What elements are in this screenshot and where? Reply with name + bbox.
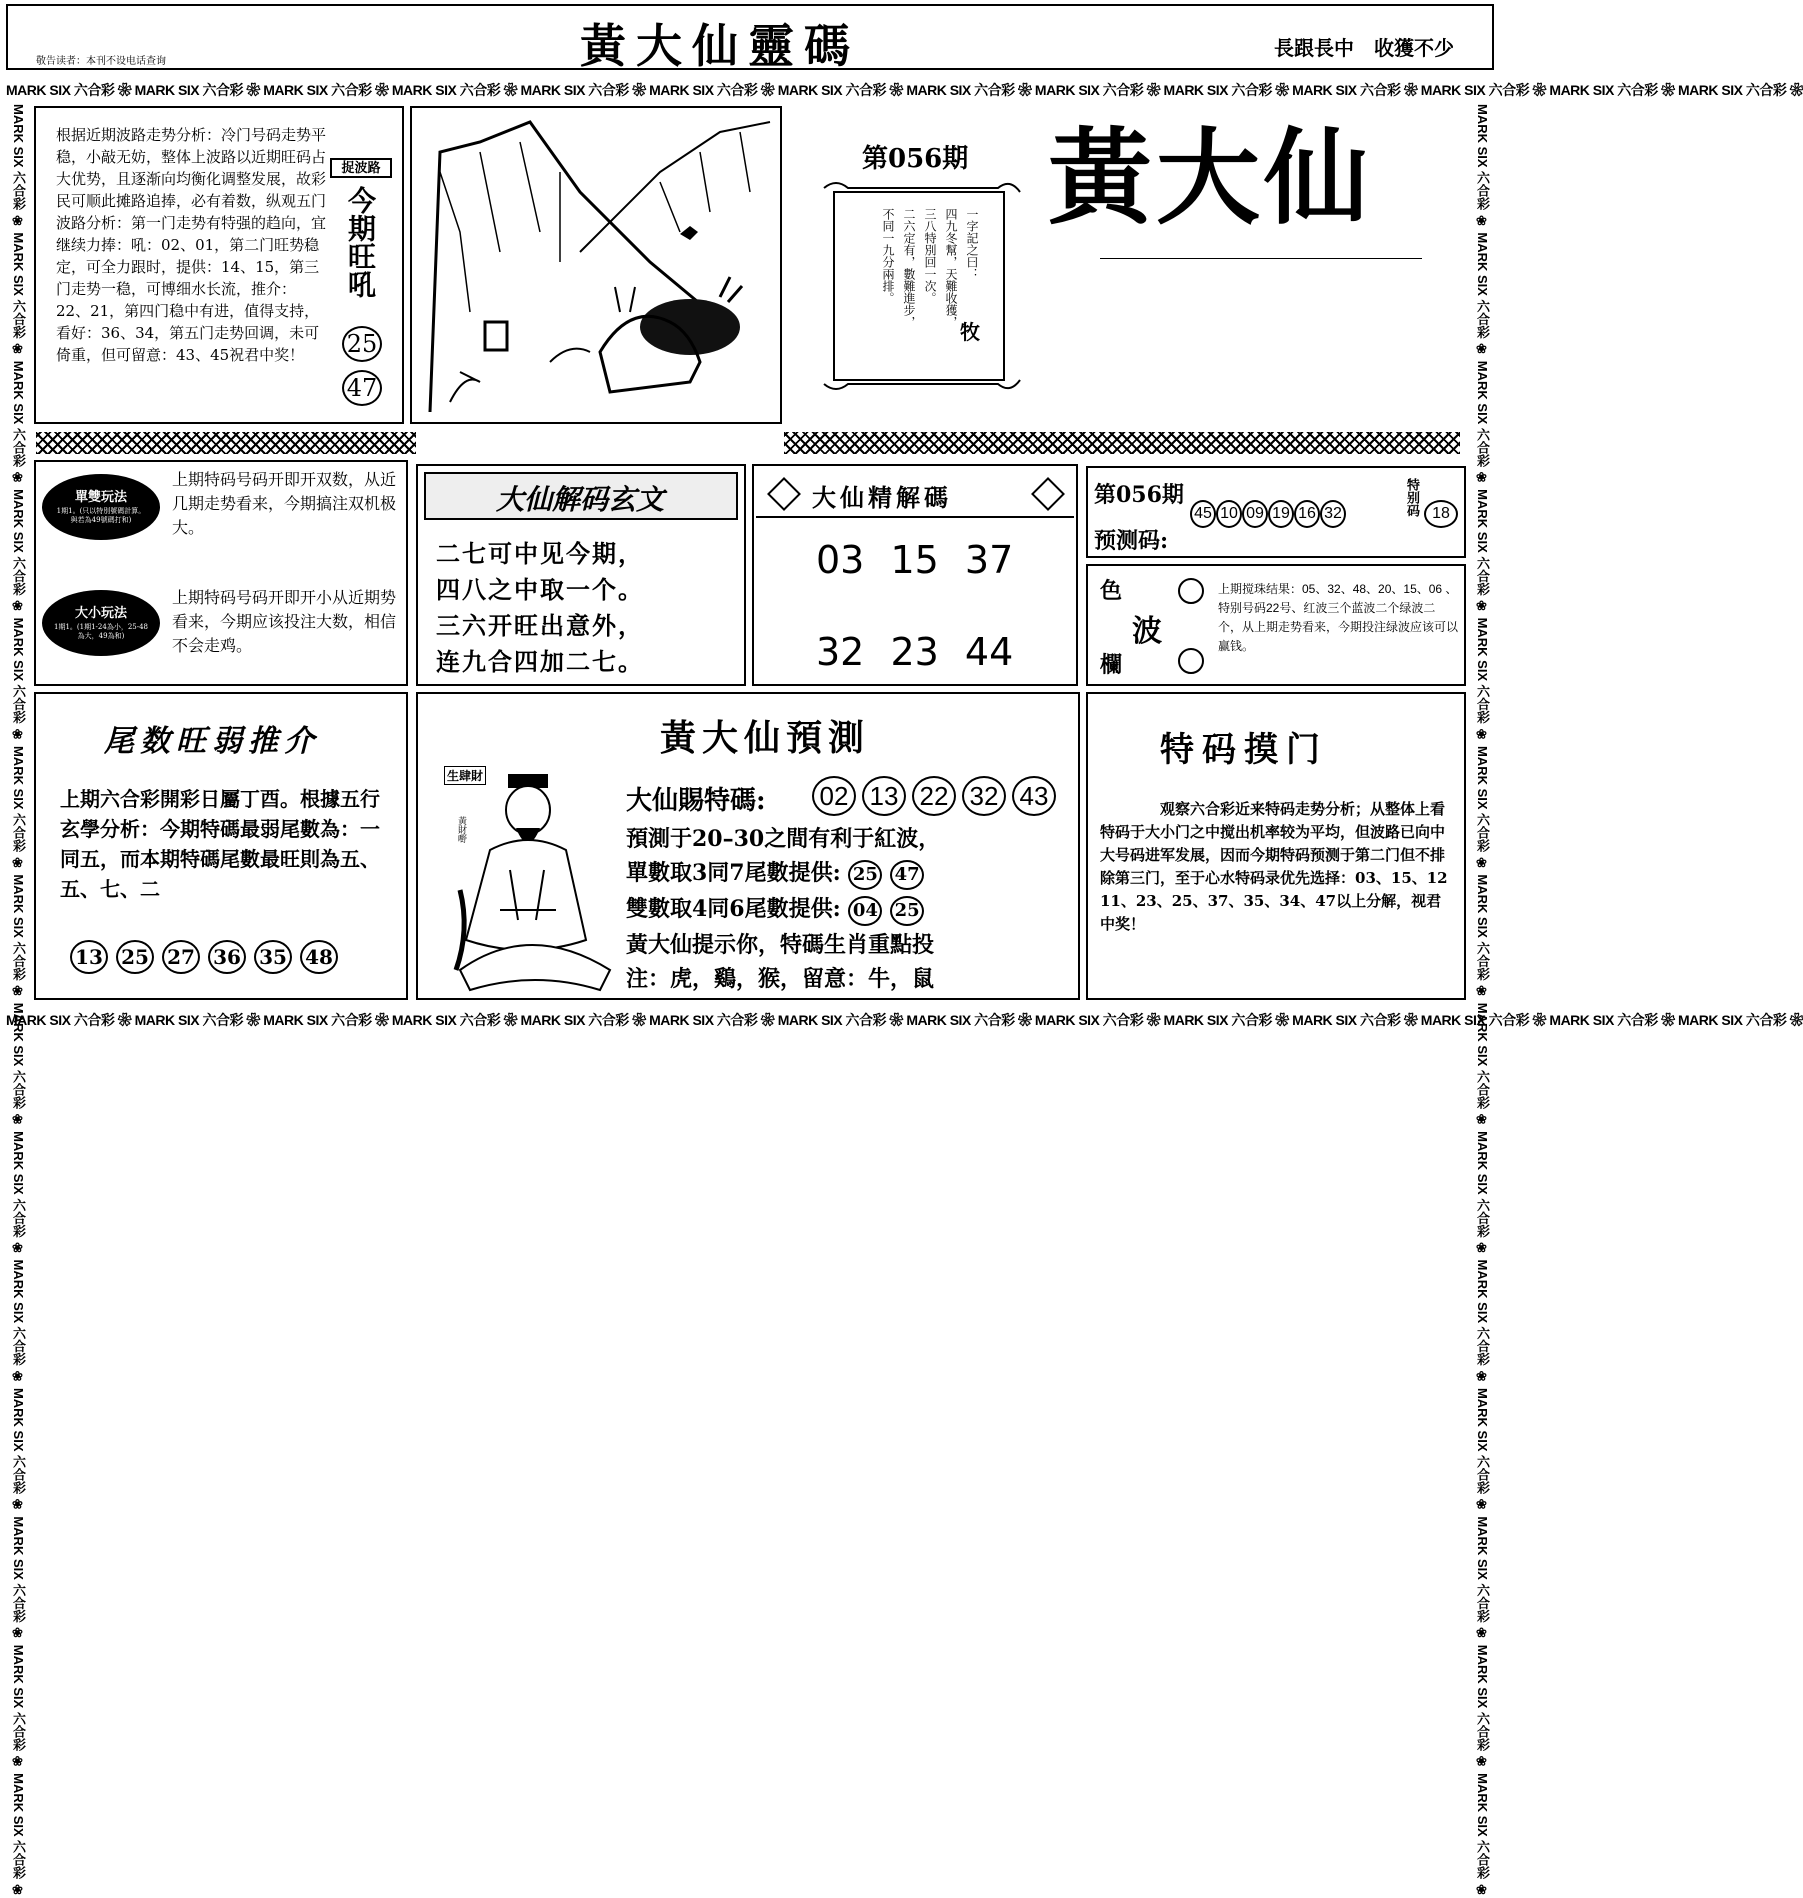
- predict-number: 19: [1268, 500, 1294, 528]
- poem-line: 二七可中见今期，: [436, 539, 644, 568]
- forecast-special-number: 32: [962, 776, 1006, 816]
- fine-number: 15: [890, 538, 939, 582]
- forecast-line4: 黃大仙提示你，特碼生肖重點投: [626, 932, 935, 958]
- color-wave-text: 上期搅珠结果：05、32、48、20、15、06 、特别号码22号、红波三个蓝波二个绿波二个，从上期走势看来，今期投注绿波应该可以赢钱。: [1218, 582, 1459, 653]
- tail-numbers: [70, 940, 338, 974]
- intro-numbers: [342, 326, 382, 406]
- hatch-divider-left: [36, 432, 416, 454]
- odd-even-text: 上期特码号码开即开双数，从近几期走势看来，今期搞注双机极大。: [172, 470, 397, 537]
- big-small-text: 上期特码号码开即开小从近期势看来，今期应该投注大数，相信不会走鸡。: [172, 588, 397, 655]
- intro-vertical: 今期旺吼: [344, 186, 377, 298]
- sage-illustration: [440, 770, 620, 996]
- door-text: 观察六合彩近来特码走势分析；从整体上看特码于大小门之中搅出机率较为平均，但波路已向中大号码进军发展，因而今期特码预测于第二门但不排除第三门，至于心水特码录优先选择：03、15、12 11、23、25、37、35、34、47以上分解，视君中奖！: [1100, 800, 1448, 933]
- marquee-left: MARK SIX 六合彩 ❀ MARK SIX 六合彩 ❀ MARK SIX 六合彩 ❀ MARK SIX 六合彩 ❀ MARK SIX 六合彩 ❀ MARK SIX 六合彩 ❀ MARK SIX 六合彩 ❀ MARK SIX 六合彩 ❀ MARK SIX 六合彩 ❀ MARK SIX 六合彩 ❀ MARK SIX 六合彩 ❀ MARK SIX 六合彩 ❀ MARK SIX 六合彩 ❀ MARK SIX 六合彩 ❀: [11, 104, 26, 1898]
- forecast-line3-number: 04: [848, 896, 882, 926]
- marquee-top: MARK SIX 六合彩 ❀ MARK SIX 六合彩 ❀ MARK SIX 六合彩 ❀ MARK SIX 六合彩 ❀ MARK SIX 六合彩 ❀ MARK SIX 六合彩 ❀ MARK SIX 六合彩 ❀ MARK SIX 六合彩 ❀ MARK SIX 六合彩 ❀ MARK SIX 六合彩 ❀ MARK SIX 六合彩 ❀ MARK SIX 六合彩 ❀ MARK SIX 六合彩 ❀ MARK SIX 六合彩 ❀: [6, 82, 1803, 98]
- tail-text: 上期六合彩開彩日屬丁酉。根據五行玄學分析：今期特碼最弱尾數為：一同五，而本期特碼尾數最旺則為五、五、七、二: [60, 787, 380, 901]
- scroll-line: 三八特別回一次。: [923, 208, 937, 304]
- odd-even-badge: [42, 474, 160, 540]
- wave-circle-icon: [1178, 578, 1204, 604]
- color-wave-side-2: 波: [1132, 614, 1162, 649]
- poem-lines: [436, 536, 740, 680]
- predict-issue: 第056期: [1094, 482, 1184, 508]
- header-notice: 敬告读者：本刊不设电话查询: [36, 56, 166, 67]
- door-title: 特码摸门: [1160, 730, 1328, 770]
- forecast-line2-number: 25: [848, 860, 882, 890]
- wave-circle-icon: [1178, 648, 1204, 674]
- fine-number: 23: [890, 630, 939, 674]
- issue-label: 第056期: [862, 144, 969, 174]
- intro-number: 25: [342, 326, 382, 362]
- forecast-title: 黃大仙預測: [660, 717, 871, 759]
- forecast-stamp-top: 生肆財: [444, 766, 486, 785]
- intro-tag: 捉波路: [330, 158, 392, 178]
- predict-numbers: [1190, 500, 1346, 528]
- fine-decode-row1: [816, 538, 1013, 582]
- fine-decode-title: 大仙精解碼: [812, 483, 952, 512]
- marquee-bottom: MARK SIX 六合彩 ❀ MARK SIX 六合彩 ❀ MARK SIX 六合彩 ❀ MARK SIX 六合彩 ❀ MARK SIX 六合彩 ❀ MARK SIX 六合彩 ❀ MARK SIX 六合彩 ❀ MARK SIX 六合彩 ❀ MARK SIX 六合彩 ❀ MARK SIX 六合彩 ❀ MARK SIX 六合彩 ❀ MARK SIX 六合彩 ❀ MARK SIX 六合彩 ❀ MARK SIX 六合彩 ❀: [6, 1012, 1803, 1028]
- fine-decode-row2: [816, 630, 1013, 674]
- forecast-line3-number: 25: [890, 896, 924, 926]
- poem-line: 四八之中取一个。: [436, 575, 644, 604]
- predict-special-number: 18: [1424, 500, 1458, 528]
- forecast-line3: [626, 892, 924, 926]
- scroll-line: 一字記之曰：: [965, 208, 979, 280]
- header-slogan: 長跟長中 收獲不少: [1274, 36, 1454, 60]
- forecast-line2-number: 47: [890, 860, 924, 890]
- color-wave-side-1: 色: [1100, 578, 1123, 604]
- odd-even-badge-title: 單雙玩法: [74, 490, 127, 505]
- poem-line: 三六开旺出意外，: [436, 611, 644, 640]
- poem-title: 大仙解码玄文: [495, 483, 664, 516]
- scroll-line: 二六定有，數難進步，: [902, 208, 916, 328]
- forecast-special-number: 13: [862, 776, 906, 816]
- forecast-line1: 預測于20–30之間有利于紅波，: [626, 826, 941, 852]
- header-title: 黃大仙靈碼: [580, 19, 860, 73]
- forecast-line2: [626, 856, 924, 890]
- scroll-line: 四九冬幫，天難收獲，: [944, 208, 958, 328]
- fine-number: 37: [964, 538, 1014, 582]
- predict-number: 10: [1216, 500, 1242, 528]
- forecast-special-number: 43: [1012, 776, 1056, 816]
- forecast-line3-text: 雙數取4同6尾數提供:: [626, 896, 841, 922]
- fine-number: 44: [964, 630, 1014, 674]
- tail-number: 27: [162, 940, 200, 974]
- hatch-divider-right: [784, 432, 1460, 454]
- predict-number: 09: [1242, 500, 1268, 528]
- forecast-line2-text: 單數取3同7尾數提供:: [626, 860, 841, 886]
- fine-number: 32: [816, 630, 865, 674]
- big-small-badge-sub: 1期1。(1期1-24為小，25-48為大，49為和): [54, 623, 148, 640]
- color-wave-side-3: 欄: [1100, 652, 1123, 678]
- forecast-special-label: 大仙賜特碼:: [626, 786, 766, 816]
- odd-even-badge-sub: 1期1。(只以特別號碼計算。與若為49號碼打和): [56, 507, 146, 524]
- scroll-char: 牧: [960, 320, 980, 344]
- predict-number: 45: [1190, 500, 1216, 528]
- forecast-special-numbers: [812, 776, 1056, 816]
- poem-line: 连九合四加二七。: [436, 647, 644, 676]
- predict-special-label: 特别码: [1404, 478, 1419, 517]
- big-title: 黃大仙: [1048, 116, 1373, 239]
- big-small-badge: [42, 590, 160, 656]
- predict-number: 32: [1320, 500, 1346, 528]
- forecast-special-number: 02: [812, 776, 856, 816]
- fine-number: 03: [816, 538, 865, 582]
- scroll-line: 不同一九分兩排。: [881, 208, 895, 304]
- forecast-line5: 注：虎，鷄，猴，留意：牛，鼠: [626, 966, 935, 992]
- goat-illustration: [420, 112, 772, 418]
- marquee-right: MARK SIX 六合彩 ❀ MARK SIX 六合彩 ❀ MARK SIX 六合彩 ❀ MARK SIX 六合彩 ❀ MARK SIX 六合彩 ❀ MARK SIX 六合彩 ❀ MARK SIX 六合彩 ❀ MARK SIX 六合彩 ❀ MARK SIX 六合彩 ❀ MARK SIX 六合彩 ❀ MARK SIX 六合彩 ❀ MARK SIX 六合彩 ❀ MARK SIX 六合彩 ❀ MARK SIX 六合彩 ❀: [1475, 104, 1490, 1898]
- forecast-stamp-bottom: 黃財嘢: [456, 816, 466, 843]
- intro-number: 47: [342, 370, 382, 406]
- tail-number: 36: [208, 940, 246, 974]
- predict-number: 16: [1294, 500, 1320, 528]
- intro-text: 根据近期波路走势分析：冷门号码走势平稳，小敲无妨，整体上波路以近期旺码占大优势，且逐渐向均衡化调整发展，故彩民可顺此摊路追捧，必有着数，纵观五门波路分析：第一门走势有特强的趋向，宜继续力捧：吼：02、01，第二门旺势稳定，可全力跟时，提供：14、15，第三门走势一稳，可博细水长流，推介：22、21，第四门稳中有进，值得支持，看好：36、34，第五门走势回调，未可倚重，但可留意：43、45祝君中奖！: [56, 126, 327, 364]
- big-small-badge-title: 大小玩法: [74, 606, 127, 621]
- tail-number: 48: [300, 940, 338, 974]
- forecast-special-number: 22: [912, 776, 956, 816]
- tail-number: 25: [116, 940, 154, 974]
- tail-number: 13: [70, 940, 108, 974]
- tail-number: 35: [254, 940, 292, 974]
- big-title-rule: [1100, 258, 1422, 259]
- predict-label: 预测码:: [1094, 528, 1169, 554]
- tail-title: 尾数旺弱推介: [104, 724, 320, 759]
